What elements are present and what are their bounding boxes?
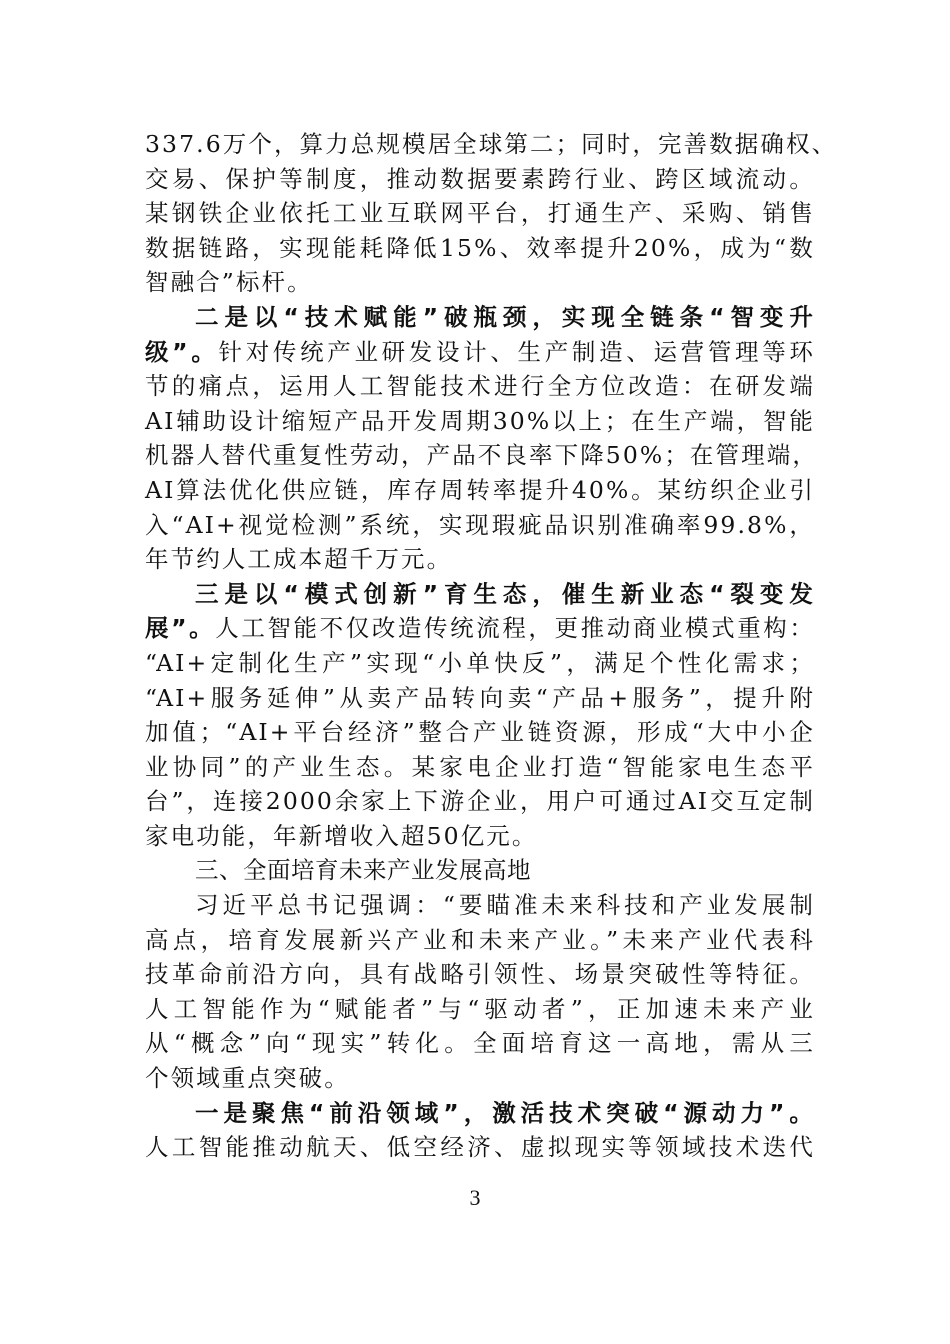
text-line: 智融合”标杆。 (145, 268, 313, 297)
text-line: 交易、保护等制度，推动数据要素跨行业、跨区域流动。 (145, 164, 815, 193)
text-span: 人工智能不仅改造传统流程，更推动商业模式重构： (215, 614, 815, 643)
text-line: 337.6万个，算力总规模居全球第二；同时，完善数据确权、 (145, 130, 838, 158)
text-line (145, 611, 815, 646)
bold-lead-text: 级”。 (145, 337, 219, 366)
text-line: 加值；“AI+平台经济”整合产业链资源，形成“大中小企 (145, 718, 815, 747)
text-line: 节的痛点，运用人工智能技术进行全方位改造：在研发端 (145, 372, 815, 401)
text-line: 人工智能作为“赋能者”与“驱动者”，正加速未来产业 (145, 994, 815, 1023)
text-line: AI算法优化供应链，库存周转率提升40%。某纺织企业引 (145, 475, 815, 504)
text-line: 从“概念”向“现实”转化。全面培育这一高地，需从三 (145, 1029, 815, 1058)
text-span: 针对传统产业研发设计、生产制造、运营管理等环 (218, 337, 816, 366)
text-line: 家电功能，年新增收入超50亿元。 (145, 821, 538, 850)
text-line: “AI+服务延伸”从卖产品转向卖“产品+服务”，提升附 (145, 683, 815, 712)
text-line (145, 335, 815, 370)
text-line: 人工智能推动航天、低空经济、虚拟现实等领域技术迭代 (145, 1133, 815, 1162)
text-line: 年节约人工成本超千万元。 (145, 545, 453, 574)
text-line: 机器人替代重复性劳动，产品不良率下降50%；在管理端， (145, 441, 818, 470)
text-line: 入“AI+视觉检测”系统，实现瑕疵品识别准确率99.8%， (145, 510, 815, 539)
paragraph-model-innovation (145, 577, 815, 854)
page-number: 3 (469, 1185, 481, 1210)
paragraph-data-elements (145, 127, 838, 300)
bold-lead-line: 二是以“技术赋能”破瓶颈，实现全链条“智变升 (195, 302, 815, 331)
section-heading: 三、全面培育未来产业发展高地 (195, 856, 531, 885)
text-line: 高点，培育发展新兴产业和未来产业。”未来产业代表科 (145, 925, 815, 954)
paragraph-frontier-fields (145, 1096, 815, 1165)
text-line: AI辅助设计缩短产品开发周期30%以上；在生产端，智能 (145, 406, 815, 435)
bold-lead-line: 三是以“模式创新”育生态，催生新业态“裂变发 (195, 579, 815, 608)
text-line: 数据链路，实现能耗降低15%、效率提升20%，成为“数 (145, 233, 815, 262)
text-line: 台”，连接2000余家上下游企业，用户可通过AI交互定制 (145, 787, 815, 816)
document-page (145, 127, 838, 1165)
text-line: 业协同”的产业生态。某家电企业打造“智能家电生态平 (145, 752, 815, 781)
text-line: 某钢铁企业依托工业互联网平台，打通生产、采购、销售 (145, 199, 815, 228)
text-line: 个领域重点突破。 (145, 1064, 350, 1093)
paragraph-tech-empowerment (145, 300, 818, 577)
text-line: 技革命前沿方向，具有战略引领性、场景突破性等特征。 (145, 960, 815, 989)
text-line: 习近平总书记强调：“要瞄准未来科技和产业发展制 (195, 891, 815, 920)
text-line: “AI+定制化生产”实现“小单快反”，满足个性化需求； (145, 648, 815, 677)
bold-lead-line: 一是聚焦“前沿领域”，激活技术突破“源动力”。 (195, 1098, 815, 1127)
bold-lead-text: 展”。 (145, 614, 216, 643)
paragraph-future-industries (145, 888, 815, 1096)
